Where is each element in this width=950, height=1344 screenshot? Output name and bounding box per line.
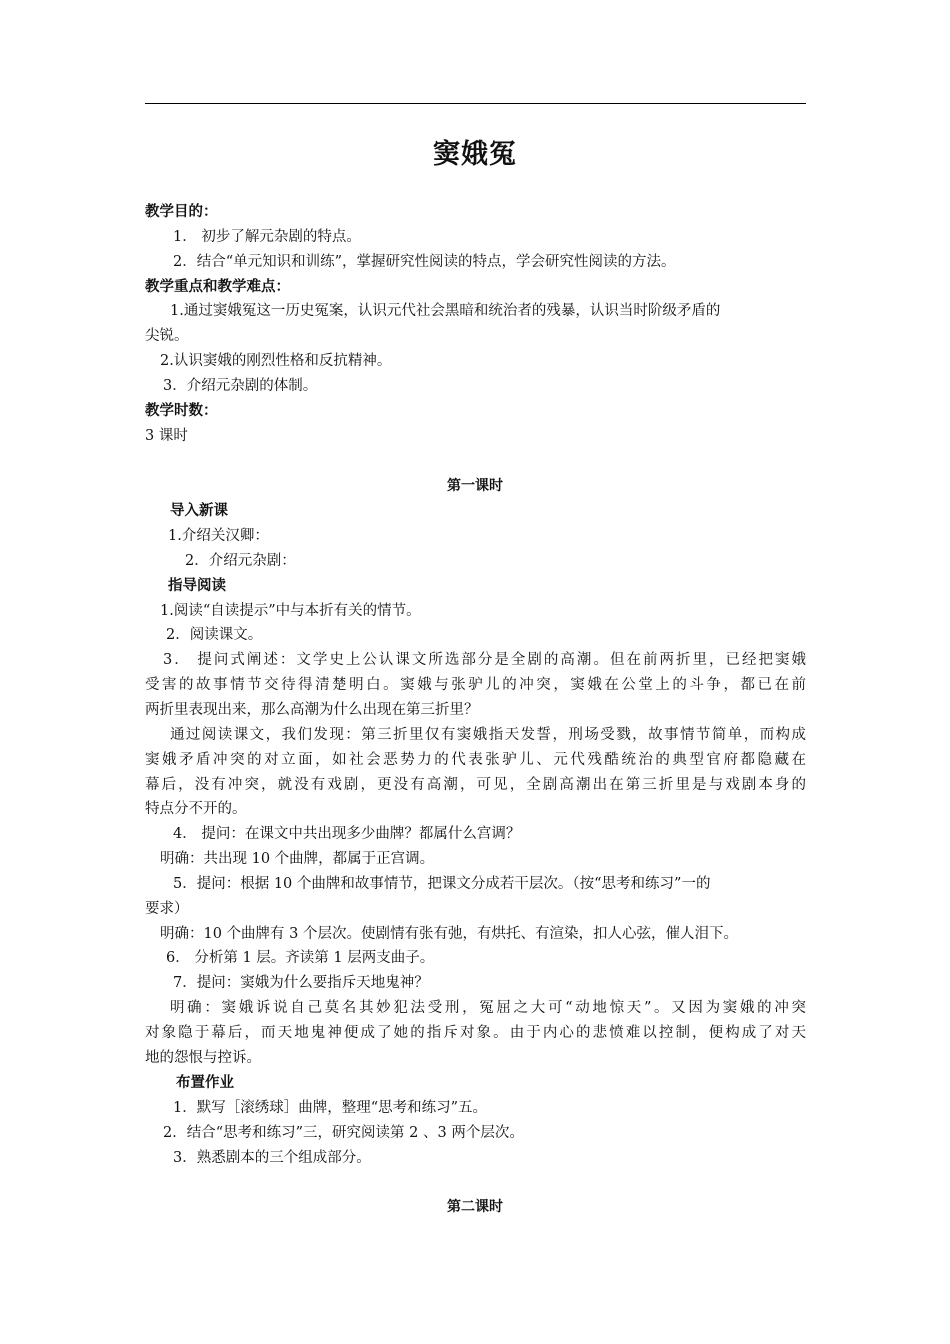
guide-item-3-answer-line-1: 通过阅读课文，我们发现：第三折里仅有窦娥指天发誓，刑场受戮，故事情节简单，而构成: [170, 727, 806, 743]
guide-item-3-line-2: 受害的故事情节交待得清楚明白。窦娥与张驴儿的冲突，窦娥在公堂上的斗争，都已在前: [145, 677, 806, 693]
hours-value: 3 课时: [145, 428, 188, 444]
lesson-2-heading: 第二课时: [447, 1199, 503, 1215]
objectives-heading: 教学目的：: [145, 204, 218, 220]
guide-item-7-answer-line-3: 地的怨恨与控诉。: [145, 1050, 261, 1066]
intro-item-1: 1.介绍关汉卿：: [168, 528, 269, 544]
guide-item-3-line-3: 两折里表现出来，那么高潮为什么出现在第三折里？: [145, 702, 479, 718]
objective-item-1: 1． 初步了解元杂剧的特点。: [173, 229, 361, 245]
guide-item-3-answer-line-4: 特点分不开的。: [145, 801, 247, 817]
guide-item-3-answer-line-2: 窦娥矛盾冲突的对立面，如社会恶势力的代表张驴儿、元代残酷统治的典型官府都隐藏在: [145, 752, 806, 768]
guide-item-3-answer-line-3: 幕后，没有冲突，就没有戏剧，更没有高潮，可见，全剧高潮出在第三折里是与戏剧本身的: [145, 777, 806, 793]
guide-item-4: 4． 提问：在课文中共出现多少曲牌？都属什么宫调？: [173, 826, 521, 842]
focus-item-3: 3．介绍元杂剧的体制。: [163, 378, 318, 394]
guide-item-5-line-2: 要求）: [145, 901, 189, 917]
guide-item-5-line-1: 5．提问：根据 10 个曲牌和故事情节，把课文分成若干层次。（按“思考和练习”一的: [173, 876, 711, 892]
document-title: 窦娥冤: [433, 139, 517, 170]
guide-item-7-answer-line-2: 对象隐于幕后，而天地鬼神便成了她的指斥对象。由于内心的悲愤难以控制，便构成了对天: [145, 1025, 806, 1041]
homework-item-3: 3．熟悉剧本的三个组成部分。: [173, 1150, 371, 1166]
guide-item-7: 7．提问：窦娥为什么要指斥天地鬼神？: [173, 975, 429, 991]
focus-item-2: 2.认识窦娥的刚烈性格和反抗精神。: [160, 353, 392, 369]
focus-heading: 教学重点和教学难点：: [145, 279, 290, 295]
objective-item-2: 2．结合“单元知识和训练”，掌握研究性阅读的特点，学会研究性阅读的方法。: [173, 254, 676, 270]
focus-item-1-line-2: 尖锐。: [145, 328, 189, 344]
guide-heading: 指导阅读: [168, 578, 226, 594]
homework-heading: 布置作业: [176, 1075, 234, 1091]
intro-item-2: 2．介绍元杂剧：: [185, 553, 296, 569]
focus-item-1-line-1: 1.通过窦娥冤这一历史冤案，认识元代社会黑暗和统治者的残暴，认识当时阶级矛盾的: [170, 303, 721, 319]
homework-item-2: 2．结合“思考和练习”三，研究阅读第 2 、3 两个层次。: [163, 1125, 524, 1141]
intro-heading: 导入新课: [170, 503, 228, 519]
guide-item-4-answer: 明确：共出现 10 个曲牌，都属于正宫调。: [160, 851, 435, 867]
guide-item-3-line-1: 3． 提问式阐述：文学史上公认课文所选部分是全剧的高潮。但在前两折里，已经把窦娥: [163, 652, 806, 668]
guide-item-5-answer: 明确：10 个曲牌有 3 个层次。使剧情有张有弛，有烘托、有渲染，扣人心弦，催人泪下。: [160, 926, 738, 942]
header-rule: [145, 103, 806, 104]
guide-item-6: 6． 分析第 1 层。齐读第 1 层两支曲子。: [166, 950, 435, 966]
guide-item-2: 2．阅读课文。: [166, 627, 263, 643]
lesson-1-heading: 第一课时: [447, 478, 503, 494]
guide-item-7-answer-line-1: 明确：窦娥诉说自己莫名其妙犯法受刑，冤屈之大可“动地惊天”。又因为窦娥的冲突: [170, 1000, 806, 1016]
homework-item-1: 1．默写［滚绣球］曲牌，整理“思考和练习”五。: [173, 1100, 488, 1116]
hours-heading: 教学时数：: [145, 403, 218, 419]
guide-item-1: 1.阅读“自读提示”中与本折有关的情节。: [160, 603, 421, 619]
